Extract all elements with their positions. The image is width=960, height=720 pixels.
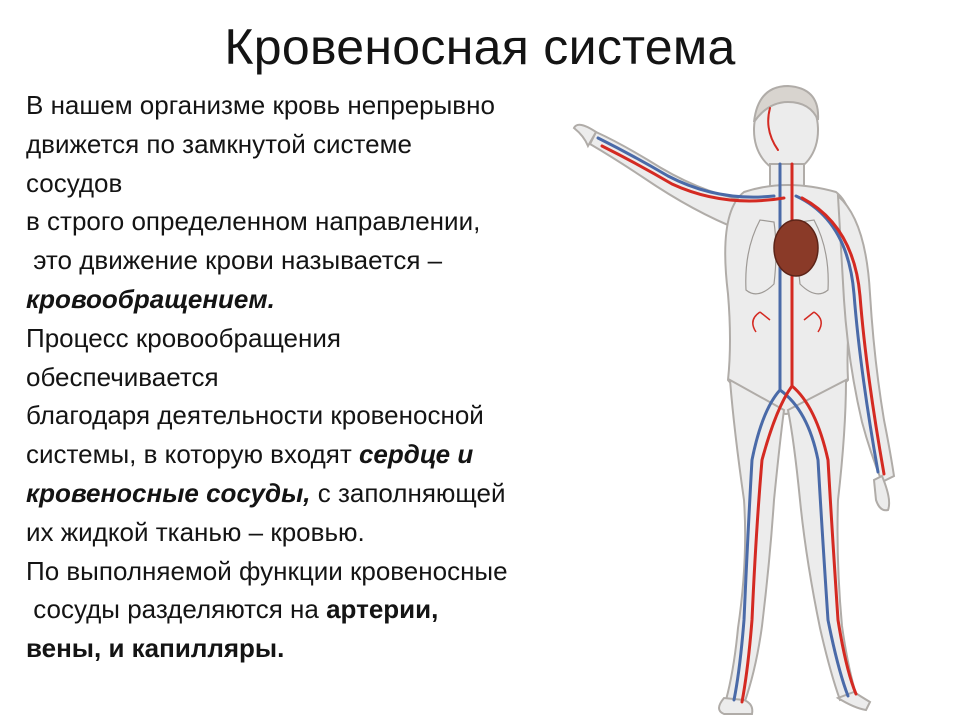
page-title: Кровеносная система [224, 19, 736, 75]
text-line: их жидкой тканью – кровью. [26, 516, 365, 547]
heart [774, 220, 818, 276]
body-text [26, 86, 626, 668]
term-circulation: кровообращением. [26, 283, 275, 314]
text-line: обеспечивается [26, 361, 219, 392]
text-segment: с заполняющей [310, 477, 506, 508]
term-veins-capillaries: вены, и капилляры. [26, 633, 285, 664]
term-heart: сердце и [358, 439, 474, 470]
text-line: По выполняемой функции кровеносные [26, 555, 508, 586]
text-line [26, 590, 626, 629]
text-line: сосудов [26, 167, 123, 198]
text-line: В нашем организме кровь непрерывно [26, 90, 495, 120]
text-line: благодаря деятельности кровеносной [26, 400, 484, 431]
text-segment: системы, в которую входят [26, 439, 359, 470]
circulatory-system-figure [548, 80, 928, 720]
text-segment: сосуды разделяются на [26, 594, 327, 625]
text-line: это движение крови называется – [26, 245, 443, 276]
text-line [26, 474, 626, 513]
body-silhouette [574, 86, 894, 714]
term-arteries: артерии, [326, 594, 439, 625]
text-line: Процесс кровообращения [26, 322, 341, 353]
text-line: движется по замкнутой системе [26, 128, 412, 159]
text-line [26, 435, 626, 474]
text-line: в строго определенном направлении, [26, 206, 481, 237]
term-vessels: кровеносные сосуды, [26, 477, 311, 508]
